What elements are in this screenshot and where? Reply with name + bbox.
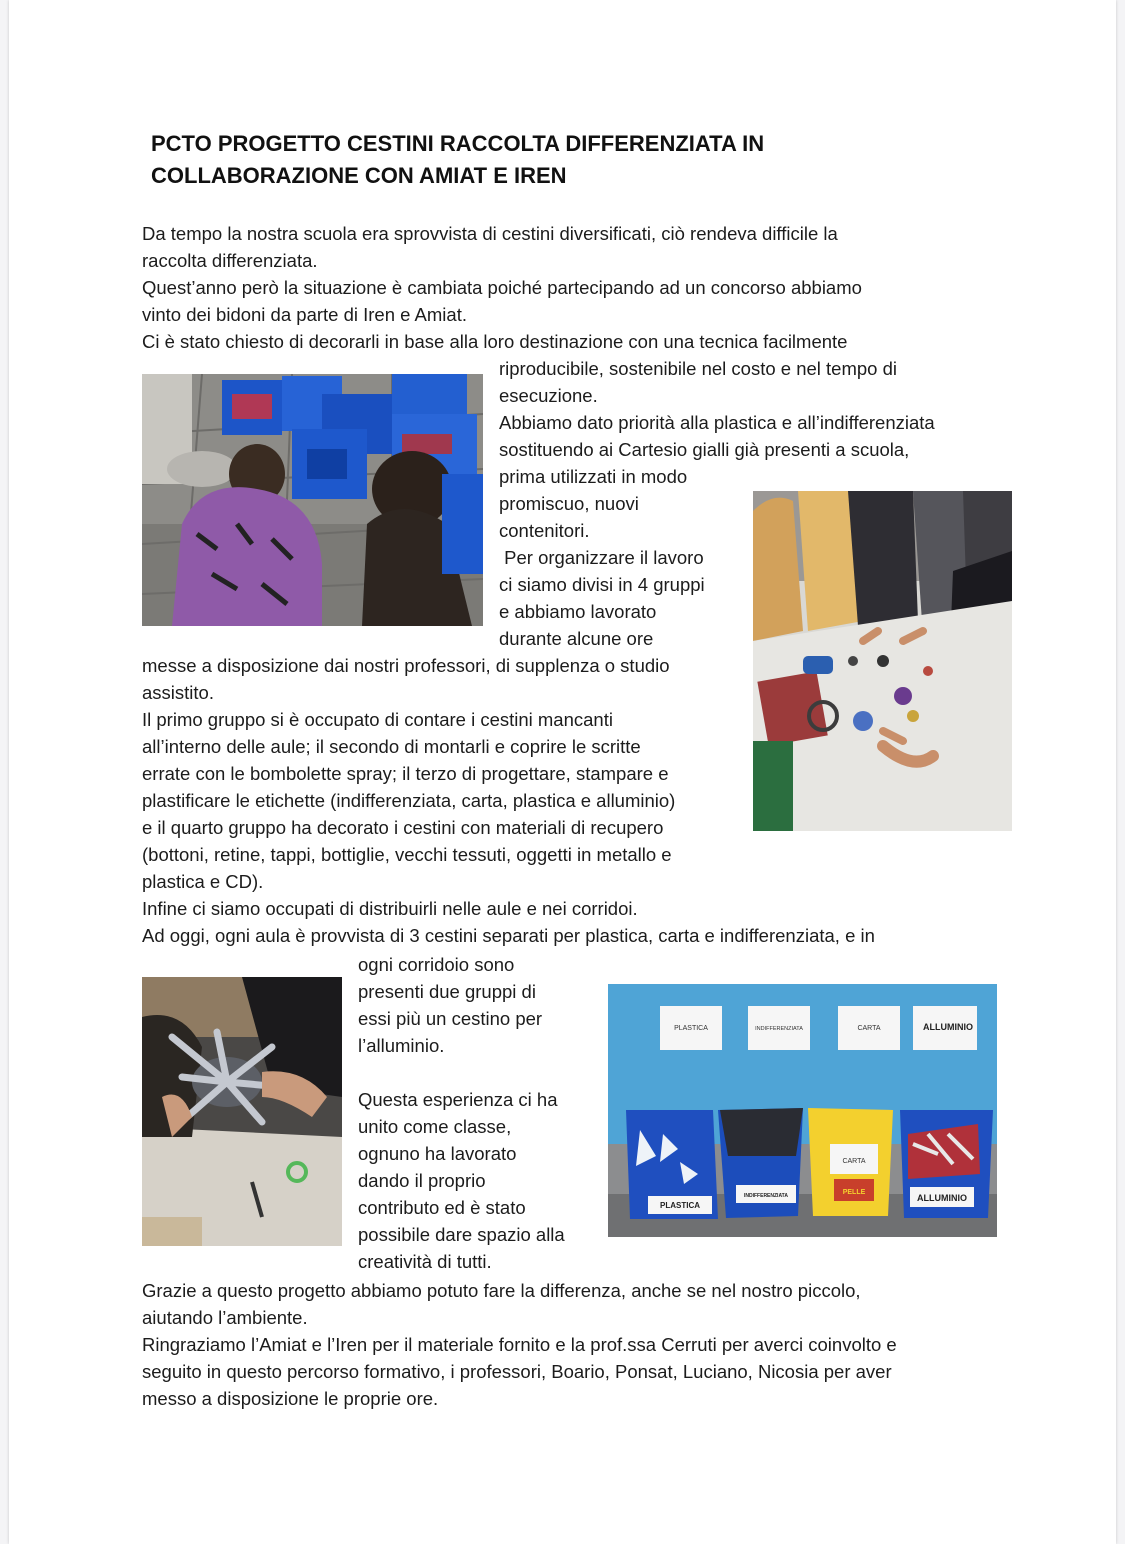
- text-line: Infine ci siamo occupati di distribuirli nelle aule e nei corridoi.: [142, 898, 638, 919]
- text-line: unito come classe,: [358, 1116, 512, 1137]
- bin-label-plastica: PLASTICA: [660, 1201, 700, 1210]
- document-page: [9, 0, 1116, 1544]
- text-line: durante alcune ore: [499, 628, 654, 649]
- text-line: Grazie a questo progetto abbiamo potuto fare la differenza, anche se nel nostro piccolo,: [142, 1280, 861, 1301]
- text-line: plastica e CD).: [142, 871, 264, 892]
- text-line: dando il proprio: [358, 1170, 486, 1191]
- text-line: riproducibile, sostenibile nel costo e nel tempo di: [499, 358, 897, 379]
- text-line: ogni corridoio sono: [358, 954, 515, 975]
- text-line: plastificare le etichette (indifferenziata, carta, plastica e alluminio): [142, 790, 676, 811]
- text-line: creatività di tutti.: [358, 1251, 492, 1272]
- wall-label-indifferenziata: INDIFFERENZIATA: [755, 1026, 803, 1032]
- text-line: Per organizzare il lavoro: [499, 547, 704, 568]
- text-line: Abbiamo dato priorità alla plastica e all’indifferenziata: [499, 412, 935, 433]
- text-line: sostituendo ai Cartesio gialli già presenti a scuola,: [499, 439, 910, 460]
- text-line: prima utilizzati in modo: [499, 466, 688, 487]
- text-line: Questa esperienza ci ha: [358, 1089, 558, 1110]
- title-line-2: COLLABORAZIONE CON AMIAT E IREN: [151, 163, 567, 188]
- photo-students-decorating-bins: [142, 374, 483, 626]
- wall-label-carta: CARTA: [857, 1025, 881, 1032]
- text-line: messe a disposizione dai nostri professori, di supplenza o studio: [142, 655, 670, 676]
- text-line: Da tempo la nostra scuola era sprovvista di cestini diversificati, ciò rendeva difficile la: [142, 223, 838, 244]
- photo-labeled-bins: [608, 984, 997, 1237]
- text-line: e il quarto gruppo ha decorato i cestini con materiali di recupero: [142, 817, 664, 838]
- text-line: l’alluminio.: [358, 1035, 445, 1056]
- text-line: errate con le bombolette spray; il terzo di progettare, stampare e: [142, 763, 669, 784]
- text-line: promiscuo, nuovi: [499, 493, 639, 514]
- bin-label-alluminio: ALLUMINIO: [917, 1193, 967, 1203]
- text-line: e abbiamo lavorato: [499, 601, 657, 622]
- bin-label-carta: CARTA: [842, 1158, 866, 1165]
- text-line: contributo ed è stato: [358, 1197, 526, 1218]
- document-title: [151, 128, 911, 192]
- text-line: esecuzione.: [499, 385, 598, 406]
- text-line: messo a disposizione le proprie ore.: [142, 1388, 439, 1409]
- text-line: possibile dare spazio alla: [358, 1224, 565, 1245]
- bin-label-indifferenziata: INDIFFERENZIATA: [744, 1193, 788, 1199]
- text-line: Ringraziamo l’Amiat e l’Iren per il materiale fornito e la prof.ssa Cerruti per averci coinvolto e: [142, 1334, 897, 1355]
- bin-label-pelle: PELLE: [842, 1189, 866, 1196]
- text-line: all’interno delle aule; il secondo di montarli e coprire le scritte: [142, 736, 641, 757]
- photo-students-at-table: [753, 491, 1012, 831]
- text-line: presenti due gruppi di: [358, 981, 536, 1002]
- text-line: Quest’anno però la situazione è cambiata poiché partecipando ad un concorso abbiamo: [142, 277, 862, 298]
- text-line: vinto dei bidoni da parte di Iren e Amiat.: [142, 304, 467, 325]
- text-line: seguito in questo percorso formativo, i professori, Boario, Ponsat, Luciano, Nicosia per aver: [142, 1361, 892, 1382]
- wall-label-alluminio: ALLUMINIO: [923, 1022, 973, 1032]
- text-line: (bottoni, retine, tappi, bottiglie, vecchi tessuti, oggetti in metallo e: [142, 844, 672, 865]
- title-line-1: PCTO PROGETTO CESTINI RACCOLTA DIFFERENZIATA IN: [151, 131, 765, 156]
- text-line: ognuno ha lavorato: [358, 1143, 517, 1164]
- text-line: raccolta differenziata.: [142, 250, 318, 271]
- text-line: ci siamo divisi in 4 gruppi: [499, 574, 705, 595]
- text-line: Ci è stato chiesto di decorarli in base alla loro destinazione con una tecnica facilmente: [142, 331, 848, 352]
- text-line: Il primo gruppo si è occupato di contare i cestini mancanti: [142, 709, 613, 730]
- text-line: aiutando l’ambiente.: [142, 1307, 308, 1328]
- text-line: essi più un cestino per: [358, 1008, 543, 1029]
- text-line: Ad oggi, ogni aula è provvista di 3 cestini separati per plastica, carta e indifferenziata, e in: [142, 925, 875, 946]
- text-line: assistito.: [142, 682, 214, 703]
- photo-cd-decoration-closeup: [142, 977, 342, 1246]
- wall-label-plastica: PLASTICA: [674, 1025, 708, 1032]
- text-line: contenitori.: [499, 520, 590, 541]
